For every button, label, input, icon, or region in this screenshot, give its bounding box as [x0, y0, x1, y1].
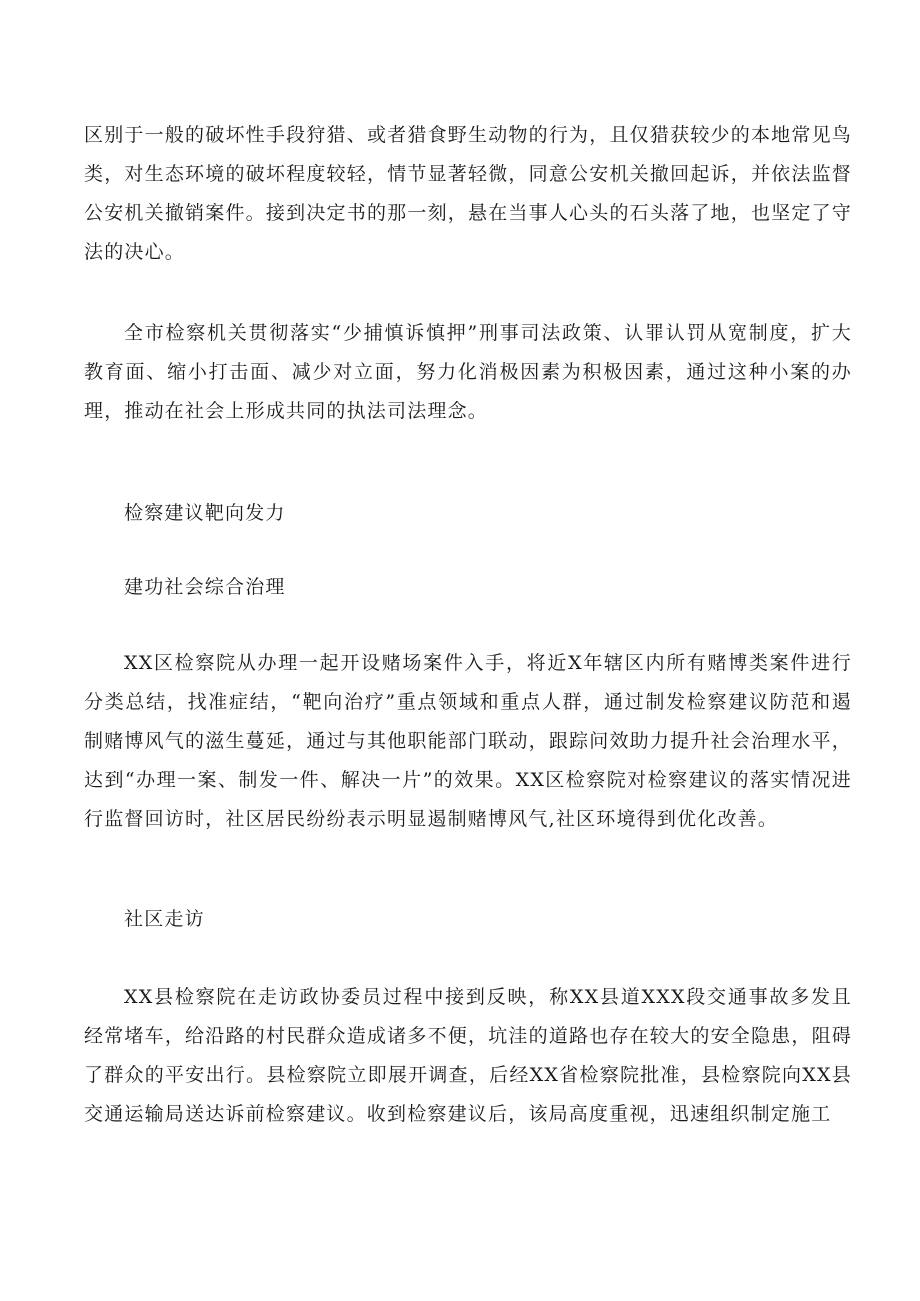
heading-procuratorial-suggestion: 检察建议靶向发力: [124, 502, 286, 524]
paragraph-road-safety-case: XX县检察院在走访政协委员过程中接到反映，称XX县道XXX段交通事故多发且经常堵车，给沿路的村民群众造成诸多不便，坑洼的道路也存在较大的安全隐患，阻碍了群众的平安出行。县检察院立即展开调查，后经XX省检察院批准，县检察院向XX县交通运输局送达诉前检察建议。收到检察建议后，该局高度重视，迅速组织制定施工: [84, 986, 852, 1125]
heading-community-visit: 社区走访: [124, 908, 205, 930]
paragraph-judicial-policy: 全市检察机关贯彻落实“少捕慎诉慎押”刑事司法政策、认罪认罚从宽制度，扩大教育面、缩小打击面、减少对立面，努力化消极因素为积极因素，通过这种小案的办理，推动在社会上形成共同的执法司法理念。: [84, 322, 852, 422]
paragraph-wildlife-case: 区别于一般的破坏性手段狩猎、或者猎食野生动物的行为，且仅猎获较少的本地常见鸟类，对生态环境的破坏程度较轻，情节显著轻微，同意公安机关撤回起诉，并依法监督公安机关撤销案件。接到决定书的那一刻，悬在当事人心头的石头落了地，也坚定了守法的决心。: [84, 124, 852, 263]
paragraph-gambling-case: XX区检察院从办理一起开设赌场案件入手，将近X年辖区内所有赌博类案件进行分类总结，找准症结，“靶向治疗”重点领域和重点人群，通过制发检察建议防范和遏制赌博风气的滋生蔓延，通过与其他职能部门联动，跟踪问效助力提升社会治理水平，达到“办理一案、制发一件、解决一片”的效果。XX区检察院对检察建议的落实情况进行监督回访时，社区居民纷纷表示明显遏制赌博风气,社区环境得到优化改善。: [84, 652, 852, 830]
heading-social-governance: 建功社会综合治理: [124, 576, 286, 598]
